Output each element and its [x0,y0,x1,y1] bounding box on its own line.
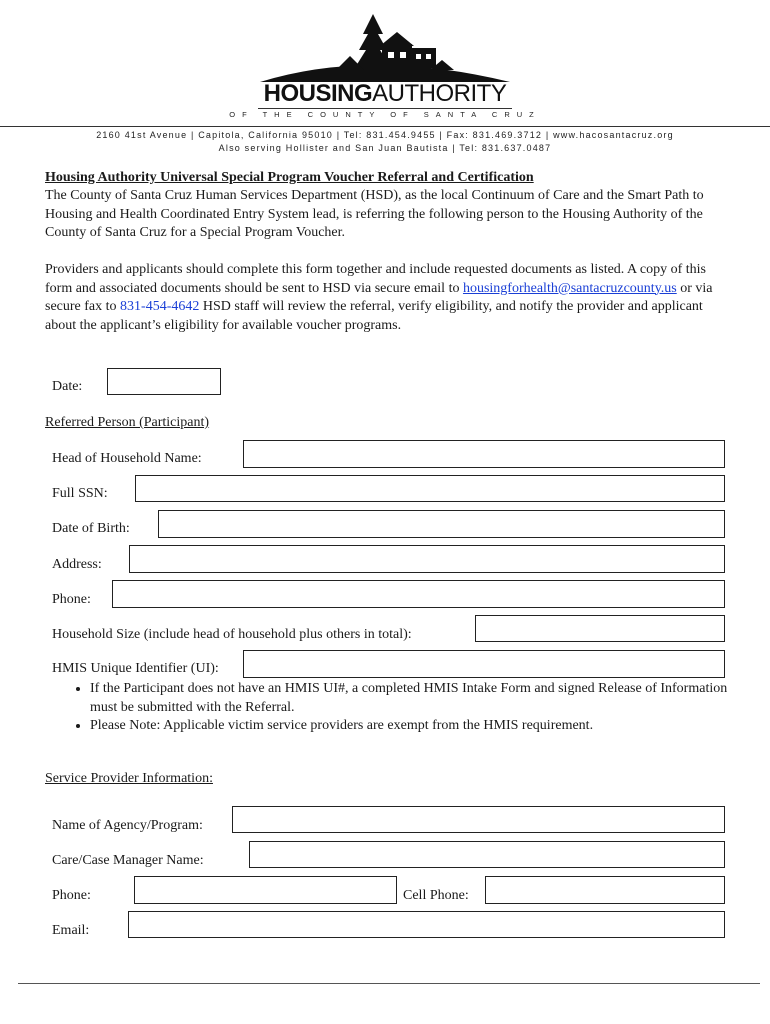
form-title: Housing Authority Universal Special Program Voucher Referral and Certification [45,170,534,185]
instructions-paragraph: Providers and applicants should complete this form together and include requested documents as listed. A copy of this form and associated documents should be sent to HSD via secure email to housingforhealth@santacruzcounty.us or via secure fax to 831-454-4642 HSD staff will review the referral, verify eligibility, and notify the provider and applicant about the applicant’s eligibility for available voucher programs. [45,262,713,333]
list-item: • Please Note: Applicable victim service providers are exempt from the HMIS requirement. [90,717,730,736]
email-link[interactable]: housingforhealth@santacruzcounty.us [462,280,677,296]
logo-subtitle: OF THE COUNTY OF SANTA CRUZ [229,110,541,119]
provider-phone-field[interactable] [134,876,397,904]
participant-section-title: Referred Person (Participant) [45,415,210,430]
case-manager-label: Care/Case Manager Name: [52,853,204,868]
logo-title: HOUSINGAUTHORITY [263,80,507,107]
intro-paragraph: The County of Santa Cruz Human Services Department (HSD), as the local Continuum of Care and the Smart Path to Housing and Health Coordinated Entry System lead, is referring the following person to the Housing Authority of the County of Santa Cruz for a Special Program Voucher. [45,188,704,240]
household-size-field[interactable] [475,615,725,642]
dob-label: Date of Birth: [52,521,130,536]
dob-field[interactable] [158,510,725,538]
cell-phone-label: Cell Phone: [403,888,469,903]
address-field[interactable] [129,545,725,573]
case-manager-field[interactable] [249,841,725,868]
address-line-1: 2160 41st Avenue | Capitola, California 95010 | Tel: 831.454.9455 | Fax: 831.469.3712 | www.hacosantacruz.org [96,130,674,140]
logo [0,0,770,126]
ssn-field[interactable] [135,475,725,502]
agency-label: Name of Agency/Program: [52,818,203,833]
list-item: • If the Participant does not have an HMIS UI#, a completed HMIS Intake Form and signed Release of Information must be submitted with the Referral. [90,680,730,717]
agency-field[interactable] [232,806,725,833]
hmis-label: HMIS Unique Identifier (UI): [52,661,219,676]
phone-field[interactable] [112,580,725,608]
provider-phone-label: Phone: [52,888,91,903]
hmis-field[interactable] [243,650,725,678]
fax-link[interactable]: 831-454-4642 [120,299,200,314]
date-field[interactable] [107,368,221,395]
hmis-notes [70,680,730,736]
address-label: Address: [52,557,102,572]
head-of-household-label: Head of Household Name: [52,451,202,466]
email-field[interactable] [128,911,725,938]
footer-divider [18,983,760,984]
head-of-household-field[interactable] [243,440,725,468]
provider-section-title: Service Provider Information: [45,771,213,786]
phone-label: Phone: [52,592,91,607]
address-line-2: Also serving Hollister and San Juan Bautista | Tel: 831.637.0487 [218,143,552,153]
header-divider [0,126,770,127]
house-logo-icon [250,10,520,85]
household-size-label: Household Size (include head of household plus others in total): [52,627,412,642]
cell-phone-field[interactable] [485,876,725,904]
email-label: Email: [52,923,90,938]
date-label: Date: [52,379,83,394]
ssn-label: Full SSN: [52,486,108,501]
